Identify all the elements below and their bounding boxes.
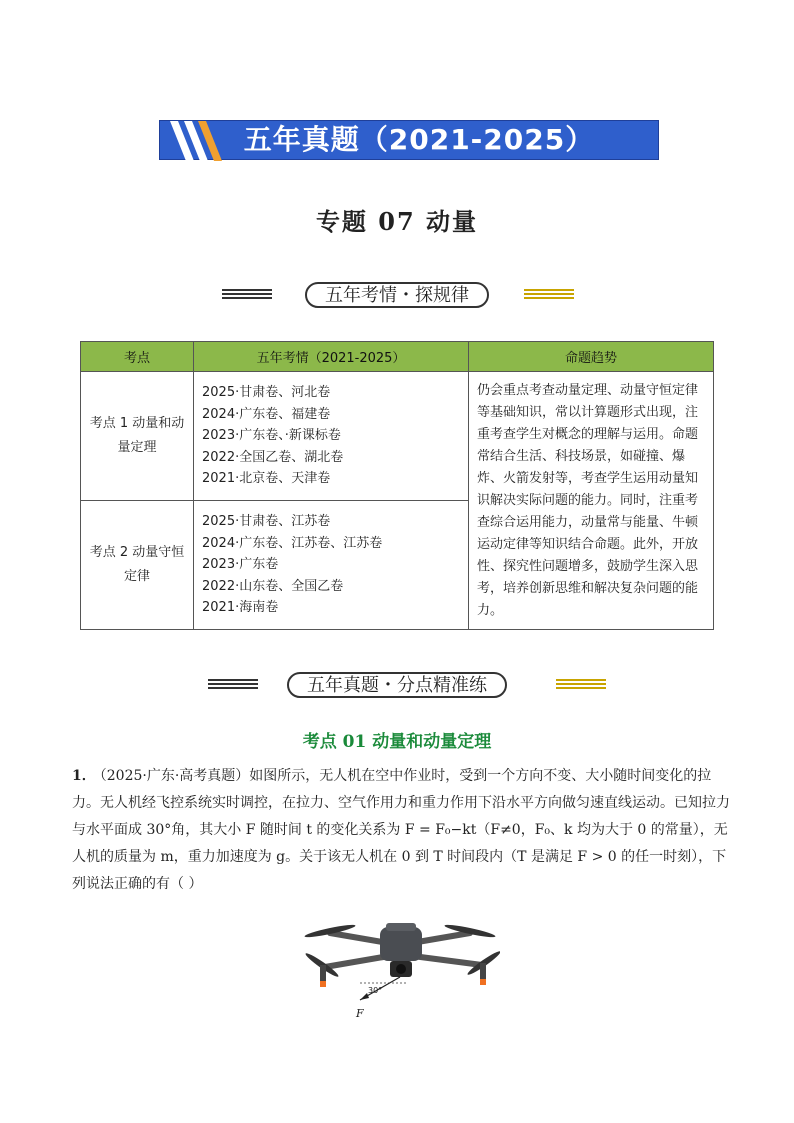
year-entry: 2022·全国乙卷、湖北卷 xyxy=(202,449,344,465)
year-entry: 2022·山东卷、全国乙卷 xyxy=(202,578,344,594)
angle-label: 30° xyxy=(368,986,383,995)
year-entry: 2021·海南卷 xyxy=(202,600,279,616)
keypoint-title: 考点 01 动量和动量定理 xyxy=(302,732,492,752)
dash-decoration-left xyxy=(208,679,258,691)
subject-title: 专题 07 动量 xyxy=(315,207,479,236)
year-entry: 2024·广东卷、江苏卷、江苏卷 xyxy=(202,535,383,551)
question-number: 1． xyxy=(72,768,96,784)
year-entry: 2021·北京卷、天津卷 xyxy=(202,471,331,487)
question-item xyxy=(72,763,732,898)
section-header-overview xyxy=(0,282,794,312)
year-entry: 2024·广东卷、福建卷 xyxy=(202,406,331,422)
dash-decoration-left xyxy=(222,289,272,301)
drone-figure xyxy=(300,905,500,1025)
point-cell: 考点 2 动量守恒定律 xyxy=(81,501,194,630)
title-banner xyxy=(159,120,659,160)
dash-decoration-right xyxy=(556,679,606,691)
point-cell: 考点 1 动量和动量定理 xyxy=(81,372,194,501)
section-header-practice xyxy=(0,672,794,702)
trend-cell: 仍会重点考查动量定理、动量守恒定律等基础知识，常以计算题形式出现，注重考查学生对概念的理解与运用。命题常结合生活、科技场景，如碰撞、爆炸、火箭发射等，考查学生运用动量知识解决实际问题的能力。同时，注重考查综合运用能力，动量常与能量、牛顿运动定律等知识结合命题。此外，开放性、探究性问题增多，鼓励学生深入思考，培养创新思维和解决复杂问题的能力。 xyxy=(469,372,714,630)
force-label: F xyxy=(356,1007,364,1020)
header-cell-years: 五年考情（2021-2025） xyxy=(194,342,469,372)
years-cell xyxy=(194,372,469,501)
dash-decoration-right xyxy=(524,289,574,301)
year-entry: 2025·甘肃卷、江苏卷 xyxy=(202,514,331,530)
header-cell-trend: 命题趋势 xyxy=(469,342,714,372)
table-row xyxy=(81,372,714,501)
question-text: （2025·广东·高考真题）如图所示，无人机在空中作业时，受到一个方向不变、大小随时间变化的拉力。无人机经飞控系统实时调控，在拉力、空气作用力和重力作用下沿水平方向做匀速直线运动。已知拉力与水平面成 30°角，其大小 F 随时间 t 的变化关系为 F = F₀−kt（F≠0，F₀、k 均为大于 0 的常量），无人机的质量为 m，重力加速度为 g。关于该无人机在 0 到 T 时间段内（T 是满足 F > 0 的任一时刻），下列说法正确的有（ ） xyxy=(72,768,730,892)
year-entry: 2023·广东卷 xyxy=(202,557,279,573)
overview-table xyxy=(80,341,714,630)
table-header-row xyxy=(81,342,714,372)
section-label-overview: 五年考情・探规律 xyxy=(305,282,489,308)
year-entry: 2025·甘肃卷、河北卷 xyxy=(202,385,331,401)
banner-title: 五年真题（2021-2025） xyxy=(243,123,595,156)
years-cell xyxy=(194,501,469,630)
year-entry: 2023·广东卷、·新课标卷 xyxy=(202,428,341,444)
header-cell-point: 考点 xyxy=(81,342,194,372)
section-label-practice: 五年真题・分点精准练 xyxy=(287,672,507,698)
